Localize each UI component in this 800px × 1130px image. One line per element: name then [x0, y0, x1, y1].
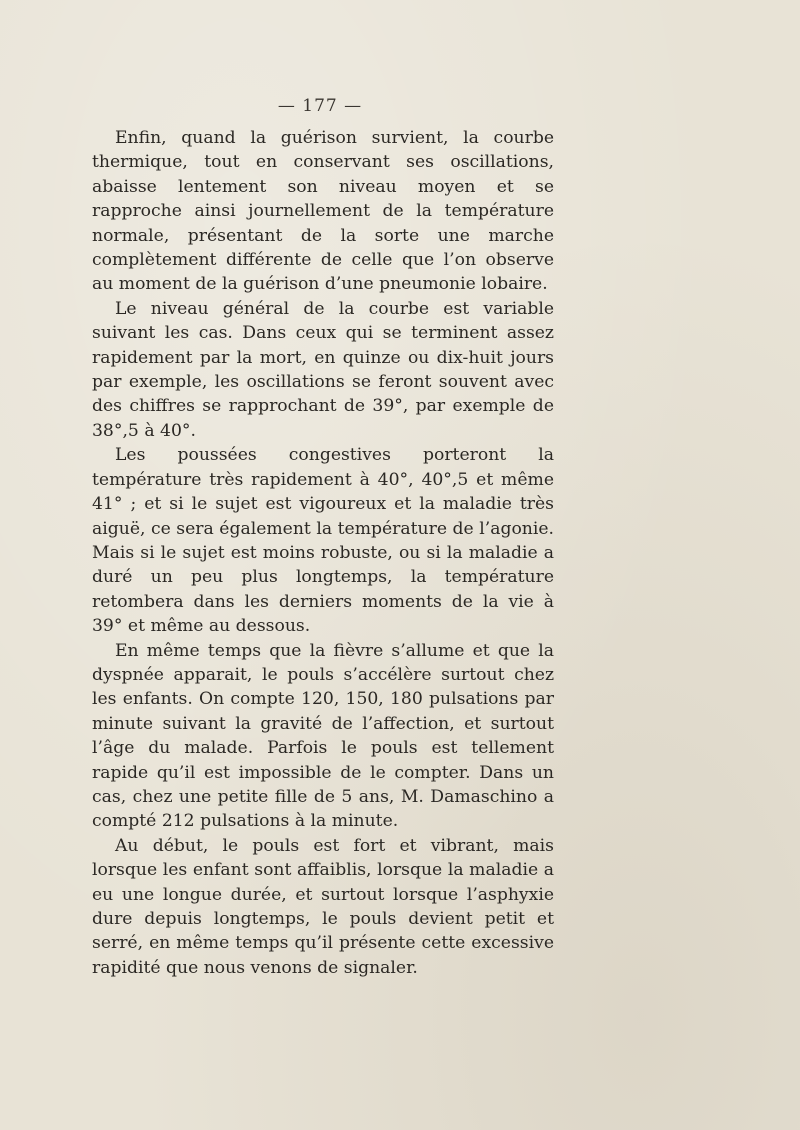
paragraph-4: En même temps que la fièvre s’allume et que la dyspnée apparait, le pouls s’accélère surtout chez les enfants. On compte 120, 150, 180 pulsations par minute suivant la gravité de l’affection, et surtout l’âge du malade. Parfois le pouls est tellement rapide qu’il est impossible de le compter. Dans un cas, chez une petite fille de 5 ans, M. Damaschino a compté 212 pulsations à la minute. — [92, 640, 554, 832]
paragraph-3: Les poussées congestives porteront la température très rapidement à 40°, 40°,5 et même 41° ; et si le sujet est vigoureux et la maladie très aiguë, ce sera également la température de l’agonie. Mais si le sujet est moins robuste, ou si la maladie a duré un peu plus longtemps, la température retombera dans les derniers moments de la vie à 39° et même au dessous. — [92, 445, 554, 637]
page-number: — 177 — — [277, 96, 363, 116]
paragraph-5: Au début, le pouls est fort et vibrant, mais lorsque les enfant sont affaiblis, lorsque la maladie a eu une longue durée, et surtout lorsque l’asphyxie dure depuis longtemps, le pouls devient petit et serré, en même temps qu’il présente cette excessive rapidité que nous venons de signaler. — [92, 835, 554, 978]
paragraph-2: Le niveau général de la courbe est variable suivant les cas. Dans ceux qui se terminent assez rapidement par la mort, en quinze ou dix-huit jours par exemple, les oscillations se feront souvent avec des chiffres se rapprochant de 39°, par exemple de 38°,5 à 40°. — [92, 298, 554, 441]
paragraph-1: Enfin, quand la guérison survient, la courbe thermique, tout en conservant ses oscillations, abaisse lentement son niveau moyen et se rapproche ainsi journellement de la température normale, présentant de la sorte une marche complètement différente de celle que l’on observe au moment de la guérison d’une pneumonie lobaire. — [92, 128, 554, 295]
body-text — [92, 126, 554, 980]
